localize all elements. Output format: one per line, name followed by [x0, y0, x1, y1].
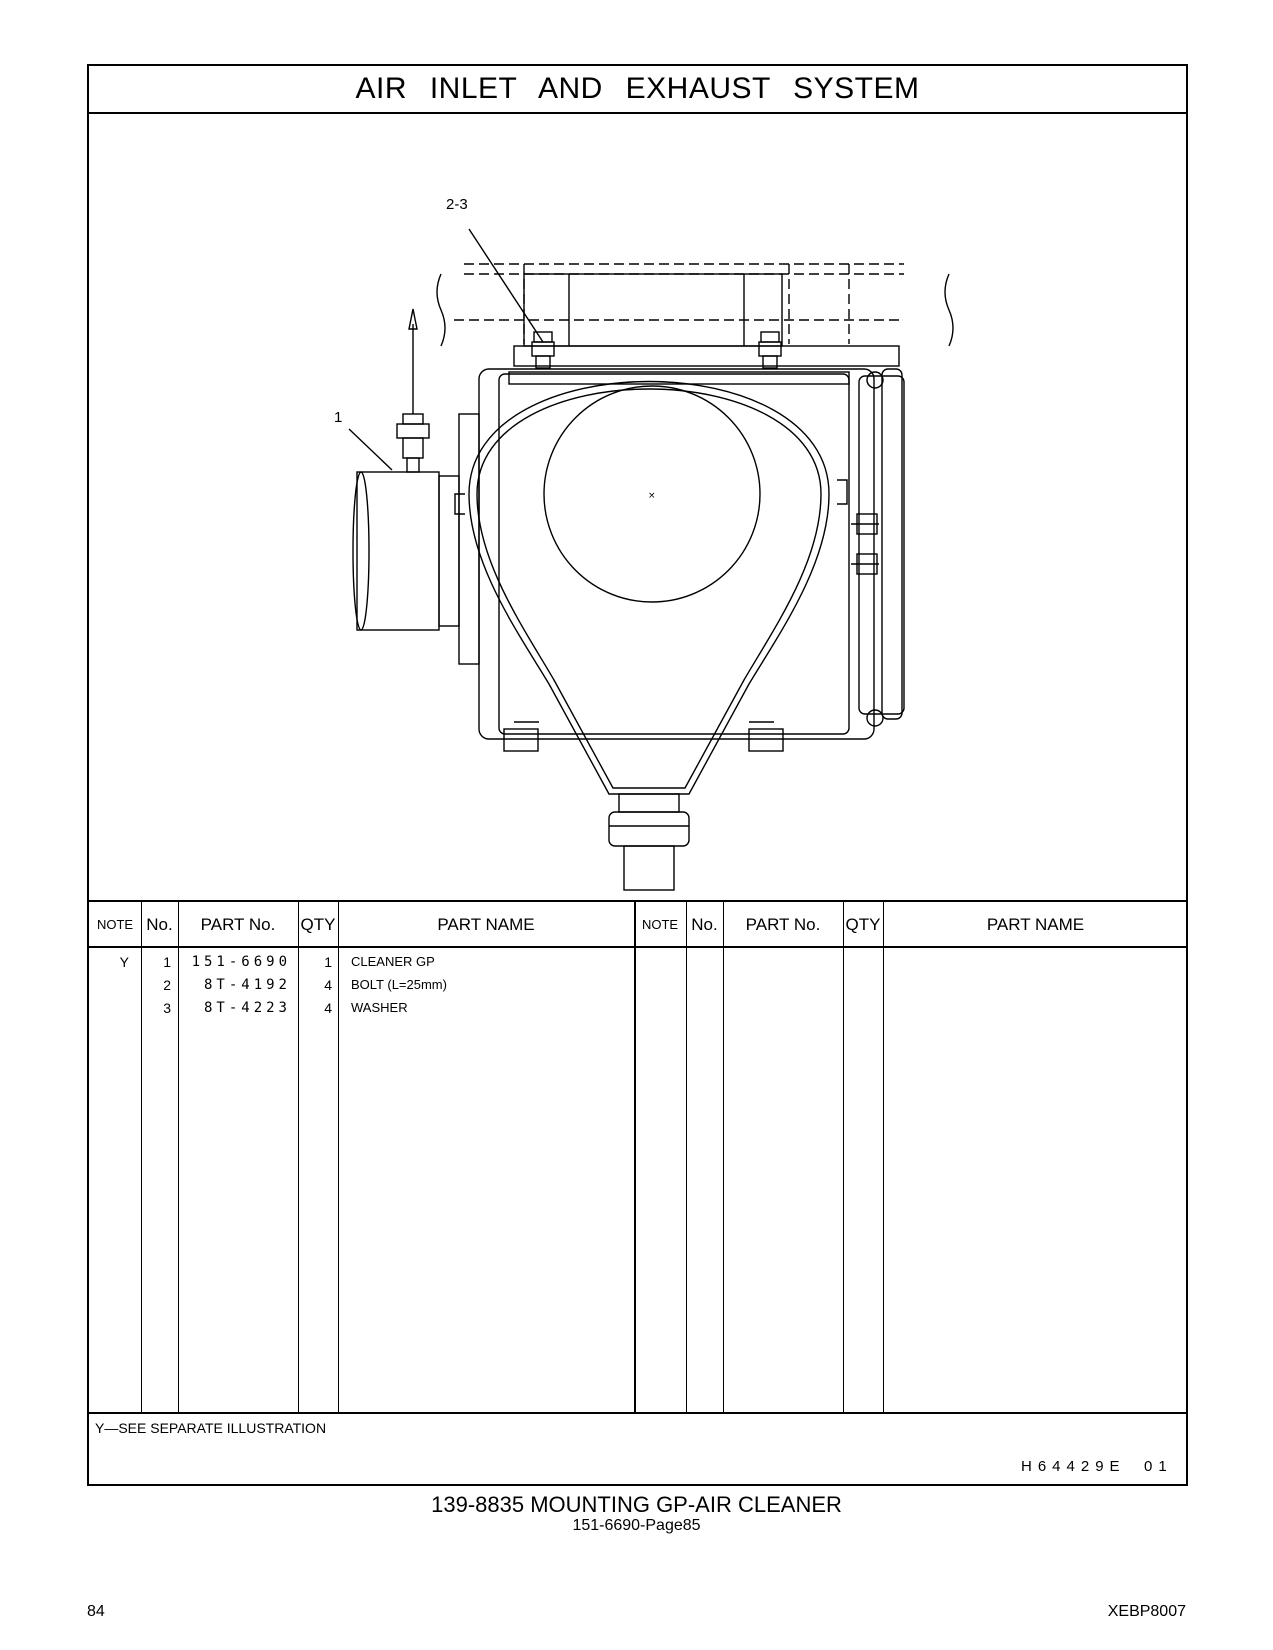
bolt-left	[532, 332, 554, 368]
row-part-name: BOLT (L=25mm)	[351, 977, 447, 992]
table-row	[89, 974, 1186, 997]
leader-2-3	[469, 229, 543, 342]
row-part-no: 8T-4192	[203, 977, 291, 993]
air-cleaner-illustration	[89, 114, 1186, 900]
foot-left	[504, 729, 538, 751]
bolt-right	[759, 332, 781, 368]
bowl-clip-left	[455, 494, 465, 514]
cleaner-housing	[479, 369, 874, 739]
row-note	[89, 974, 129, 997]
frame-break-right	[945, 274, 953, 346]
col-no-2: No.	[691, 915, 718, 934]
illustration-ref: H64429E	[1021, 1458, 1126, 1475]
air-cleaner-drawing	[89, 114, 1186, 900]
row-qty: 4	[324, 1000, 332, 1016]
mounting-frame-dashed	[454, 264, 904, 344]
frame-break-left	[437, 274, 445, 346]
col-part-name-2: PART NAME	[986, 915, 1085, 934]
bowl-clip-right	[837, 480, 847, 504]
row-qty: 4	[324, 977, 332, 993]
col-note-2: NOTE	[641, 917, 679, 932]
foot-right	[749, 729, 783, 751]
col-qty-2: QTY	[845, 915, 881, 934]
row-qty: 1	[324, 954, 332, 970]
note-legend: Y—SEE SEPARATE ILLUSTRATION	[95, 1420, 327, 1436]
row-note: Y	[119, 954, 129, 970]
table-row	[89, 997, 1186, 1020]
assembly-subcaption: 151-6690-Page85	[572, 1517, 701, 1534]
row-part-no: 151-6690	[191, 954, 291, 970]
row-note	[89, 997, 129, 1020]
assembly-caption: 139-8835 MOUNTING GP-AIR CLEANER	[431, 1492, 842, 1517]
row-no: 3	[163, 1000, 171, 1016]
col-part-no: PART No.	[200, 915, 276, 934]
document-id: XEBP8007	[1107, 1603, 1186, 1620]
inlet-opening	[353, 472, 369, 630]
parts-page-frame	[87, 64, 1188, 1486]
col-qty: QTY	[300, 915, 336, 934]
mounting-bar	[514, 346, 899, 366]
col-part-name: PART NAME	[437, 915, 535, 934]
illustration-revision: 01	[1144, 1458, 1173, 1475]
callout-2-3: 2-3	[446, 196, 468, 213]
callout-1: 1	[334, 409, 343, 426]
row-part-no: 8T-4223	[203, 1000, 291, 1016]
table-header	[89, 900, 1186, 948]
section-title: AIR INLET AND EXHAUST SYSTEM	[89, 66, 1186, 114]
page-number: 84	[87, 1603, 105, 1620]
cleaner-bowl	[469, 382, 829, 795]
col-note: NOTE	[96, 917, 134, 932]
col-part-no-2: PART No.	[745, 915, 821, 934]
table-row	[89, 951, 1186, 974]
leader-1	[349, 429, 392, 470]
notes-section	[89, 1412, 1186, 1475]
row-part-name: CLEANER GP	[351, 954, 435, 969]
col-no: No.	[146, 915, 173, 934]
clamp-bottom	[867, 710, 883, 726]
row-part-name: WASHER	[351, 1000, 408, 1015]
row-no: 1	[163, 954, 171, 970]
vacuator-valve	[609, 794, 689, 890]
service-indicator	[397, 309, 429, 472]
row-no: 2	[163, 977, 171, 993]
clamp-top	[867, 372, 883, 388]
svg-text:×: ×	[648, 491, 656, 501]
